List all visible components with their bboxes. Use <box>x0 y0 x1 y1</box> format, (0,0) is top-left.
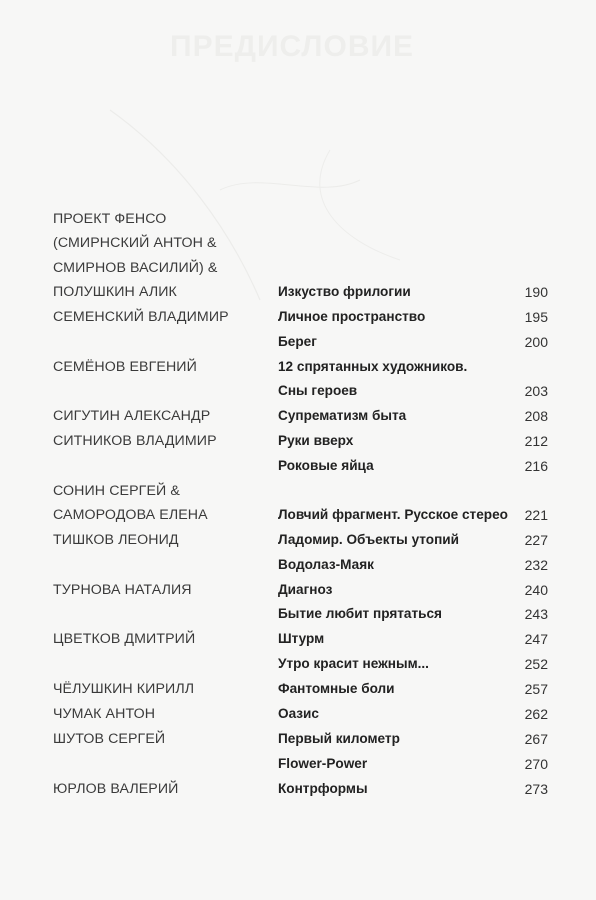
work-title: Супрематизм быта <box>278 408 407 424</box>
work-title: Изкуство фрилогии <box>278 284 411 300</box>
page-number: 200 <box>524 333 548 350</box>
author-name: СЕМЁНОВ ЕВГЕНИЙ <box>53 358 197 375</box>
page-number: 273 <box>524 780 548 797</box>
page-number: 252 <box>524 655 548 672</box>
page-number: 240 <box>524 581 548 598</box>
work-title: Сны героев <box>278 383 358 399</box>
work-title: Ладомир. Объекты утопий <box>278 532 459 548</box>
author-name: ТИШКОВ ЛЕОНИД <box>53 532 179 549</box>
work-title: Оазис <box>278 706 319 721</box>
page-number: 232 <box>524 556 548 573</box>
work-title: Водолаз-Маяк <box>278 556 374 572</box>
work-title: Бытие любит прятаться <box>278 606 442 622</box>
page-number: 270 <box>524 755 548 772</box>
author-name: (СМИРНСКИЙ АНТОН & <box>53 235 217 252</box>
work-title: Роковые яйца <box>278 457 374 473</box>
work-title: Первый километр <box>278 731 400 747</box>
page-number: 208 <box>524 408 548 425</box>
page-number: 243 <box>524 606 548 623</box>
page-number: 262 <box>524 706 548 722</box>
page-number: 212 <box>524 433 548 450</box>
work-title: Диагноз <box>278 581 333 597</box>
author-name: СОНИН СЕРГЕЙ & <box>53 482 180 499</box>
author-name: СИТНИКОВ ВЛАДИМИР <box>53 433 217 450</box>
work-title: Ловчий фрагмент. Русское стерео <box>278 507 508 523</box>
author-name: САМОРОДОВА ЕЛЕНА <box>53 507 208 524</box>
author-name: ТУРНОВА НАТАЛИЯ <box>53 581 192 598</box>
page-number: 247 <box>524 631 548 648</box>
work-title: Контрформы <box>278 780 368 796</box>
work-title: Утро красит нежным... <box>278 655 429 671</box>
author-name: ШУТОВ СЕРГЕЙ <box>53 731 166 748</box>
page-number: 257 <box>524 680 548 697</box>
work-title: 12 спрятанных художников. <box>278 358 468 374</box>
page-number: 227 <box>524 532 548 549</box>
author-name: ПРОЕКТ ФЕНСО <box>53 211 167 227</box>
show-through-heading: ПРЕДИСЛОВИЕ <box>170 30 415 63</box>
page-number: 216 <box>524 457 548 474</box>
author-name: ЧУМАК АНТОН <box>53 706 156 722</box>
page-number: 267 <box>524 731 548 748</box>
work-title: Личное пространство <box>278 309 426 325</box>
author-name: СИГУТИН АЛЕКСАНДР <box>53 408 211 425</box>
work-title: Штурм <box>278 631 325 647</box>
page-number: 195 <box>524 309 548 326</box>
work-title: Руки вверх <box>278 433 354 449</box>
work-title: Flower-Power <box>278 755 368 771</box>
page-number: 221 <box>524 507 548 524</box>
work-title: Фантомные боли <box>278 680 395 696</box>
author-name: ЧЁЛУШКИН КИРИЛЛ <box>53 680 195 697</box>
author-name: СЕМЕНСКИЙ ВЛАДИМИР <box>53 309 229 326</box>
page-number: 203 <box>524 383 548 400</box>
author-name: ЮРЛОВ ВАЛЕРИЙ <box>53 780 179 797</box>
author-name: ПОЛУШКИН АЛИК <box>53 284 177 301</box>
work-title: Берег <box>278 333 317 349</box>
page-number: 190 <box>524 284 548 301</box>
author-name: ЦВЕТКОВ ДМИТРИЙ <box>53 631 196 648</box>
author-name: СМИРНОВ ВАСИЛИЙ) & <box>53 259 218 276</box>
